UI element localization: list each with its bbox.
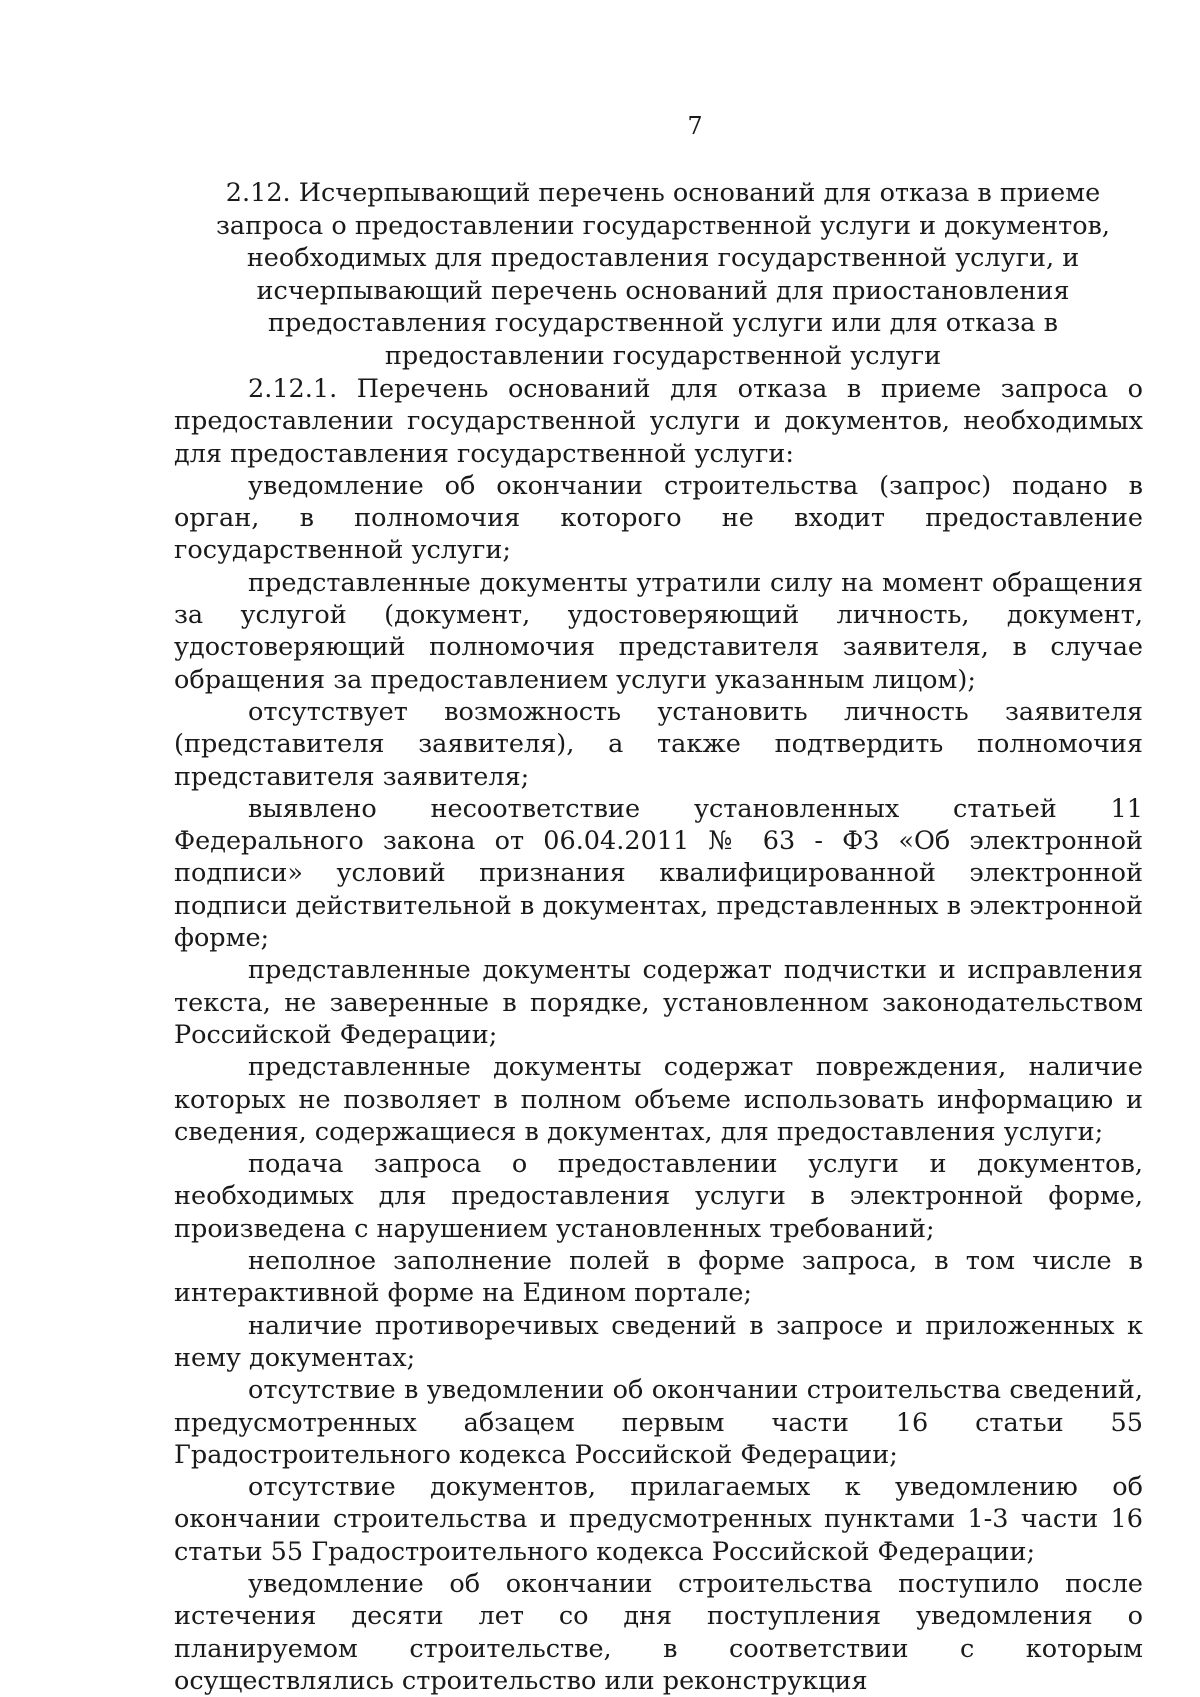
document-body bbox=[174, 373, 1143, 1697]
list-item: неполное заполнение полей в форме запроса, в том числе в интерактивной форме на Едином портале; bbox=[174, 1246, 1143, 1309]
paragraph-intro: 2.12.1. Перечень оснований для отказа в приеме запроса о предоставлении государственной услуги и документов, необходимых для предоставления государственной услуги: bbox=[174, 374, 1143, 469]
list-item: отсутствие в уведомлении об окончании строительства сведений, предусмотренных абзацем первым части 16 статьи 55 Градостроительного кодекса Российской Федерации; bbox=[174, 1375, 1143, 1470]
page-number: 7 bbox=[687, 112, 703, 140]
list-item: представленные документы содержат подчистки и исправления текста, не заверенные в порядке, установленном законодательством Российской Федерации; bbox=[174, 955, 1143, 1050]
list-item: уведомление об окончании строительства (запрос) подано в орган, в полномочия которого не входит предоставление государственной услуги; bbox=[174, 470, 1143, 566]
list-item: наличие противоречивых сведений в запросе и приложенных к нему документах; bbox=[174, 1310, 1143, 1373]
list-item: уведомление об окончании строительства поступило после истечения десяти лет со дня поступления уведомления о планируемом строительстве, в соответствии с которым осуществлялись строительство или реконструкция bbox=[174, 1568, 1143, 1696]
list-item: представленные документы содержат повреждения, наличие которых не позволяет в полном объеме использовать информацию и сведения, содержащиеся в документах, для предоставления услуги; bbox=[174, 1052, 1143, 1147]
list-item: представленные документы утратили силу на момент обращения за услугой (документ, удостоверяющий личность, документ, удостоверяющий полномочия представителя заявителя, в случае обращения за предоставлением услуги указанным лицом); bbox=[174, 567, 1143, 695]
section-heading: 2.12. Исчерпывающий перечень оснований для отказа в приеме запроса о предоставлении государственной услуги и документов, необходимых для предоставления государственной услуги, и исчерпывающий перечень оснований для приостановления предоставления государственной услуги или для отказа в предоставлении государственной услуги bbox=[215, 178, 1111, 371]
list-item: подача запроса о предоставлении услуги и документов, необходимых для предоставления услуги в электронной форме, произведена с нарушением установленных требований; bbox=[174, 1149, 1143, 1244]
list-item: отсутствие документов, прилагаемых к уведомлению об окончании строительства и предусмотренных пунктами 1-3 части 16 статьи 55 Градостроительного кодекса Российской Федерации; bbox=[174, 1472, 1143, 1567]
list-item: выявлено несоответствие установленных статьей 11 Федерального закона от 06.04.2011 № 63 - ФЗ «Об электронной подписи» условий признания квалифицированной электронной подписи действительной в документах, представленных в электронной форме; bbox=[174, 793, 1143, 954]
list-item: отсутствует возможность установить личность заявителя (представителя заявителя), а также подтвердить полномочия представителя заявителя; bbox=[174, 696, 1143, 792]
